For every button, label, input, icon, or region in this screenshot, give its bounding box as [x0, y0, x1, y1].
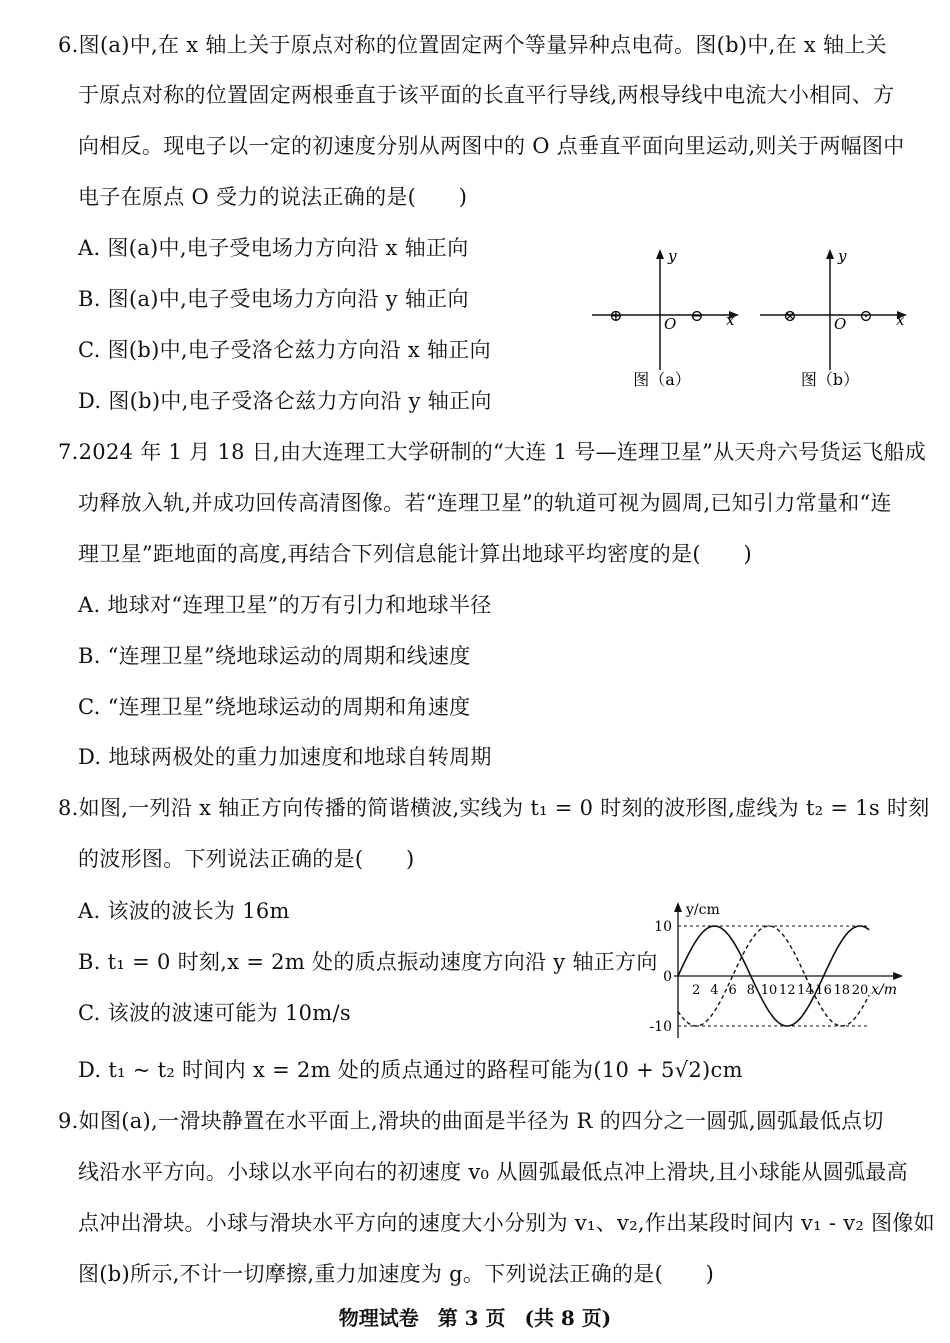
wave-x-tick-label: 2	[692, 983, 701, 998]
q6-option-a: A. 图(a)中,电子受电场力方向沿 x 轴正向	[78, 236, 469, 260]
q8-option-b: B. t₁ = 0 时刻,x = 2m 处的质点振动速度方向沿 y 轴正方向	[78, 950, 658, 974]
q6-option-d: D. 图(b)中,电子受洛仑兹力方向沿 y 轴正向	[78, 389, 492, 413]
current-out-of-page-icon: ⊙	[859, 306, 873, 325]
wave-x-tick-label: 10	[760, 983, 778, 998]
wave-x-tick-label: 6	[728, 983, 737, 998]
q9-stem-line-4: 图(b)所示,不计一切摩擦,重力加速度为 g。下列说法正确的是( )	[78, 1262, 715, 1286]
q8-stem-line-1: 8.如图,一列沿 x 轴正方向传播的简谐横波,实线为 t₁ = 0 时刻的波形图,虚线为 t₂ = 1s 时刻	[58, 796, 930, 820]
q7-option-b: B. “连理卫星”绕地球运动的周期和线速度	[78, 644, 471, 668]
wave-x-tick-label: 14	[797, 983, 814, 998]
wave-x-tick-label: 4	[710, 983, 719, 998]
q7-option-c: C. “连理卫星”绕地球运动的周期和角速度	[78, 695, 471, 719]
wave-y-axis-label: y/cm	[686, 902, 720, 918]
figure-a-y-label: y	[668, 247, 677, 265]
footer-total: (共 8 页)	[524, 1306, 612, 1330]
wave-x-tick-label: 20	[851, 983, 869, 998]
wave-x-tick-label: 18	[833, 983, 851, 998]
q9-stem-line-3: 点冲出滑块。小球与滑块水平方向的速度大小分别为 v₁、v₂,作出某段时间内 v₁ - v₂ 图像如	[78, 1211, 935, 1235]
wave-x-arrow	[893, 972, 903, 980]
q6-option-c: C. 图(b)中,电子受洛仑兹力方向沿 x 轴正向	[78, 338, 491, 362]
q8-option-a: A. 该波的波长为 16m	[78, 899, 290, 923]
q6-stem-line-4: 电子在原点 O 受力的说法正确的是( )	[78, 185, 468, 209]
figure-a-x-label: x	[726, 311, 735, 329]
negative-charge-icon: ⊖	[690, 306, 704, 325]
q7-option-a: A. 地球对“连理卫星”的万有引力和地球半径	[78, 593, 492, 617]
footer-subject: 物理试卷	[338, 1306, 419, 1330]
wave-x-tick-label: 12	[778, 983, 796, 998]
positive-charge-icon: ⊕	[609, 306, 623, 325]
wave-x-tick-label: 16	[815, 983, 832, 998]
wave-x-axis-label: x/m	[871, 982, 897, 998]
q9-stem-line-2: 线沿水平方向。小球以水平向右的初速度 v₀ 从圆弧最低点冲上滑块,且小球能从圆弧最高	[78, 1160, 908, 1184]
page-footer	[0, 1302, 950, 1331]
q9-stem-line-1: 9.如图(a),一滑块静置在水平面上,滑块的曲面是半径为 R 的四分之一圆弧,圆弧最低点切	[58, 1109, 884, 1133]
q6-option-b: B. 图(a)中,电子受电场力方向沿 y 轴正向	[78, 287, 469, 311]
figure-b-caption: 图（b）	[800, 370, 860, 389]
q7-stem-line-2: 功释放入轨,并成功回传高清图像。若“连理卫星”的轨道可视为圆周,已知引力常量和“连	[78, 491, 892, 515]
wave-y-arrow	[674, 902, 682, 912]
wave-y-tick-label: -10	[649, 1019, 672, 1035]
figure-a-y-arrow	[656, 249, 664, 259]
figure-a-origin-label: O	[664, 315, 677, 333]
wave-y-tick-label: 10	[654, 919, 672, 935]
q6-stem-line-2: 于原点对称的位置固定两根垂直于该平面的长直平行导线,两根导线中电流大小相同、方	[78, 83, 895, 107]
wave-y-tick-label: 0	[663, 969, 672, 985]
q8-wave-chart	[640, 898, 910, 1047]
q7-stem-line-3: 理卫星”距地面的高度,再结合下列信息能计算出地球平均密度的是( )	[78, 542, 752, 566]
figure-a-caption: 图（a）	[633, 370, 691, 389]
wave-x-tick-label: 8	[746, 983, 755, 998]
q8-option-c: C. 该波的波速可能为 10m/s	[78, 1001, 351, 1025]
footer-page: 第 3 页	[437, 1306, 506, 1330]
figure-b-origin-label: O	[834, 315, 847, 333]
q8-option-d: D. t₁ ~ t₂ 时间内 x = 2m 处的质点通过的路程可能为(10 + 5√2)cm	[78, 1058, 743, 1082]
q7-stem-line-1: 7.2024 年 1 月 18 日,由大连理工大学研制的“大连 1 号—连理卫星”从天舟六号货运飞船成	[58, 440, 927, 464]
current-into-page-icon: ⊗	[783, 306, 797, 325]
figure-b-y-arrow	[826, 249, 834, 259]
q8-stem-line-2: 的波形图。下列说法正确的是( )	[78, 847, 415, 871]
figure-b-y-label: y	[838, 247, 847, 265]
figure-b-x-label: x	[896, 311, 905, 329]
q7-option-d: D. 地球两极处的重力加速度和地球自转周期	[78, 745, 492, 769]
q6-figure-b	[758, 245, 908, 399]
q6-figure-a	[590, 245, 740, 399]
q6-stem-line-3: 向相反。现电子以一定的初速度分别从两图中的 O 点垂直平面向里运动,则关于两幅图中	[78, 134, 905, 158]
q6-stem-line-1: 6.图(a)中,在 x 轴上关于原点对称的位置固定两个等量异种点电荷。图(b)中,在 x 轴上关	[58, 33, 887, 57]
